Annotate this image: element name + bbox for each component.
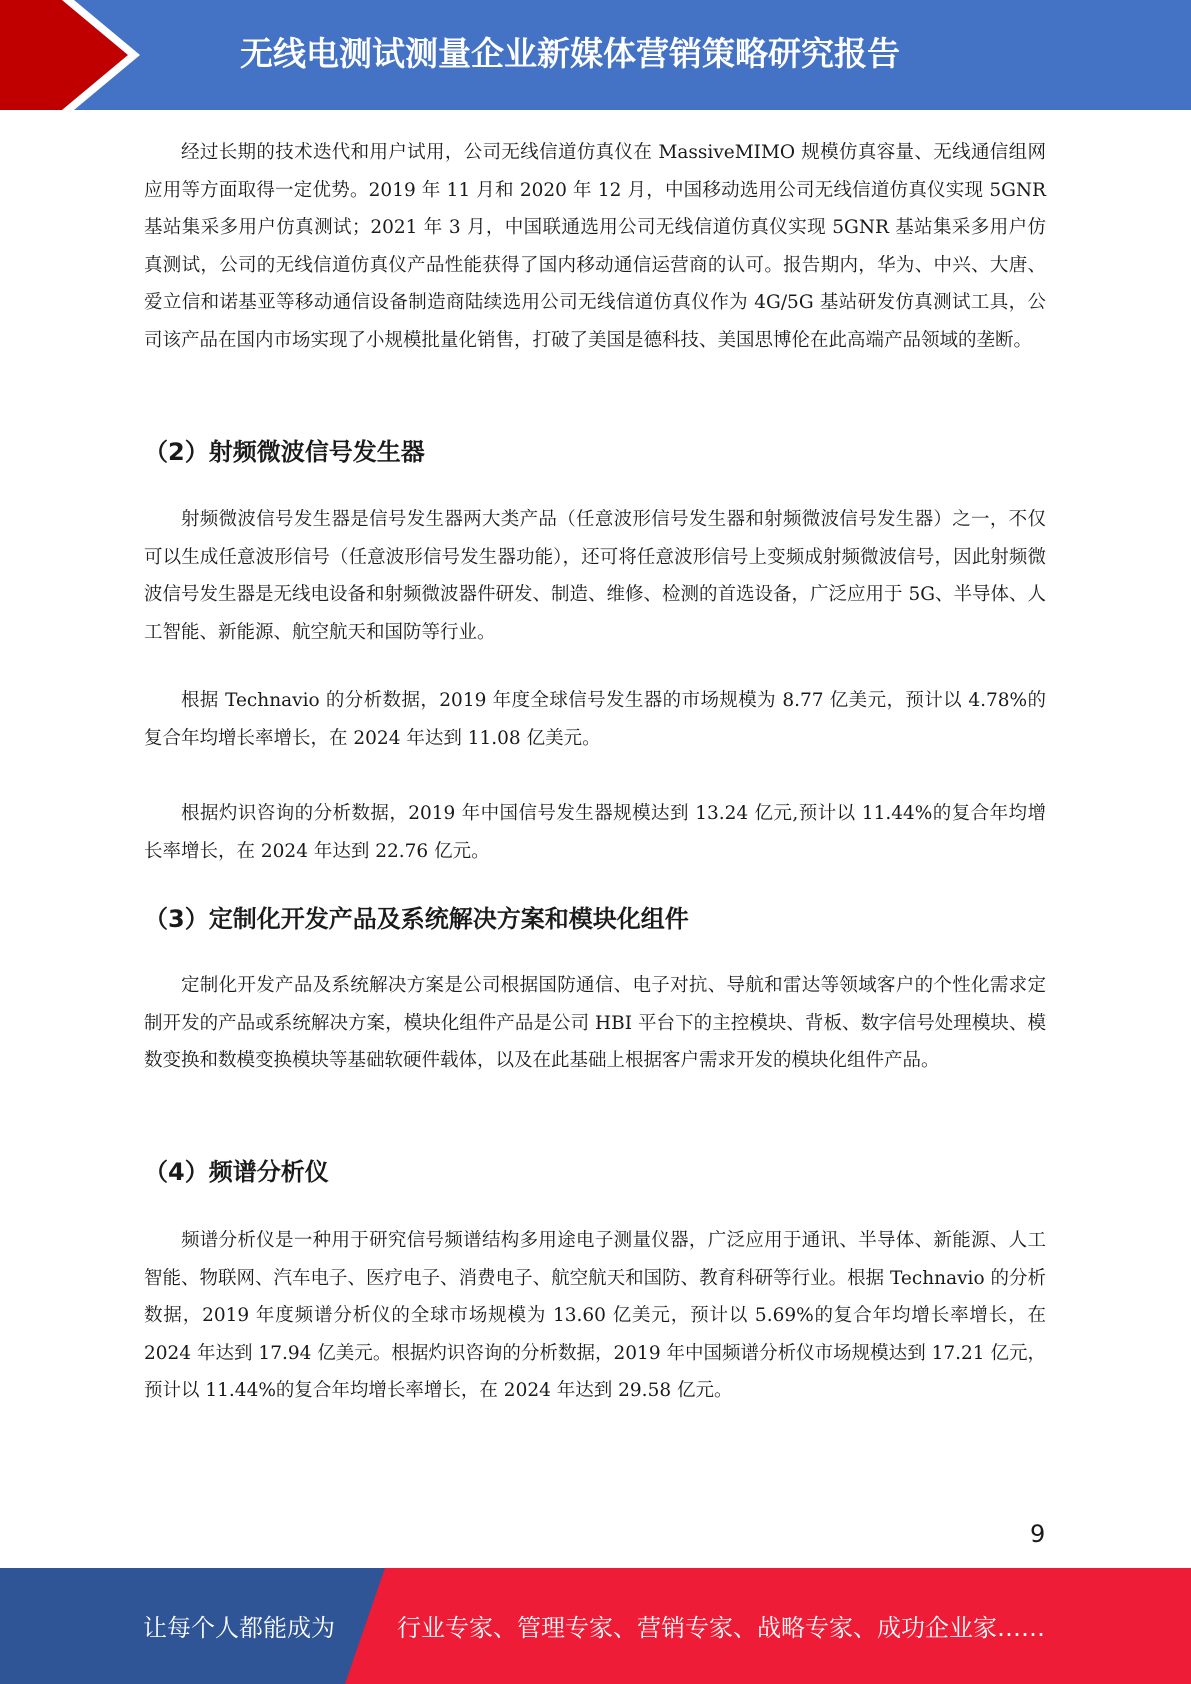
footer-slogan-left: 让每个人都能成为 (143, 1614, 335, 1642)
page-header (0, 0, 1191, 110)
paragraph-custom-products: 定制化开发产品及系统解决方案是公司根据国防通信、电子对抗、导航和雷达等领域客户的个性化需求定制开发的产品或系统解决方案，模块化组件产品是公司 HBI 平台下的主控模块、背板、数字信号处理模块、模数变换和数模变换模块等基础软硬件载体，以及在此基础上根据客户需求开发的模块化组件产品。 (144, 975, 1046, 1071)
paragraph-china-market: 根据灼识咨询的分析数据，2019 年中国信号发生器规模达到 13.24 亿元,预计以 11.44%的复合年均增长率增长，在 2024 年达到 22.76 亿元。 (144, 803, 1046, 862)
page-footer (0, 1568, 1191, 1684)
section-heading-rf-generator: （2）射频微波信号发生器 (144, 438, 425, 466)
header-arrow-decoration (0, 0, 200, 110)
paragraph-spectrum-analyzer: 频谱分析仪是一种用于研究信号频谱结构多用途电子测量仪器，广泛应用于通讯、半导体、新能源、人工智能、物联网、汽车电子、医疗电子、消费电子、航空航天和国防、教育科研等行业。根据 Technavio 的分析数据，2019 年度频谱分析仪的全球市场规模为 13.60 亿美元，预计以 5.69%的复合年均增长率增长，在 2024 年达到 17.94 亿美元。根据灼识咨询的分析数据，2019 年中国频谱分析仪市场规模达到 17.21 亿元，预计以 11.44%的复合年均增长率增长，在 2024 年达到 29.58 亿元。 (144, 1230, 1046, 1401)
page-number: 9 (1030, 1520, 1046, 1548)
section-heading-spectrum-analyzer: （4）频谱分析仪 (144, 1158, 329, 1186)
section-heading-custom-products: （3）定制化开发产品及系统解决方案和模块化组件 (144, 905, 689, 933)
paragraph-rf-generator: 射频微波信号发生器是信号发生器两大类产品（任意波形信号发生器和射频微波信号发生器）之一，不仅可以生成任意波形信号（任意波形信号发生器功能），还可将任意波形信号上变频成射频微波信号，因此射频微波信号发生器是无线电设备和射频微波器件研发、制造、维修、检测的首选设备，广泛应用于 5G、半导体、人工智能、新能源、航空航天和国防等行业。 (144, 509, 1046, 643)
report-title: 无线电测试测量企业新媒体营销策略研究报告 (240, 34, 900, 73)
footer-slogan-right: 行业专家、管理专家、营销专家、战略专家、成功企业家…… (397, 1614, 1045, 1642)
paragraph-channel-emulator: 经过长期的技术迭代和用户试用，公司无线信道仿真仪在 MassiveMIMO 规模仿真容量、无线通信组网应用等方面取得一定优势。2019 年 11 月和 2020 年 12 月，中国移动选用公司无线信道仿真仪实现 5GNR 基站集采多用户仿真测试；2021 年 3 月，中国联通选用公司无线信道仿真仪实现 5GNR 基站集采多用户仿真测试，公司的无线信道仿真仪产品性能获得了国内移动通信运营商的认可。报告期内，华为、中兴、大唐、爱立信和诺基亚等移动通信设备制造商陆续选用公司无线信道仿真仪作为 4G/5G 基站研发仿真测试工具，公司该产品在国内市场实现了小规模批量化销售，打破了美国是德科技、美国思博伦在此高端产品领域的垄断。 (144, 142, 1046, 351)
paragraph-global-market: 根据 Technavio 的分析数据，2019 年度全球信号发生器的市场规模为 8.77 亿美元，预计以 4.78%的复合年均增长率增长，在 2024 年达到 11.08 亿美元。 (144, 690, 1046, 749)
